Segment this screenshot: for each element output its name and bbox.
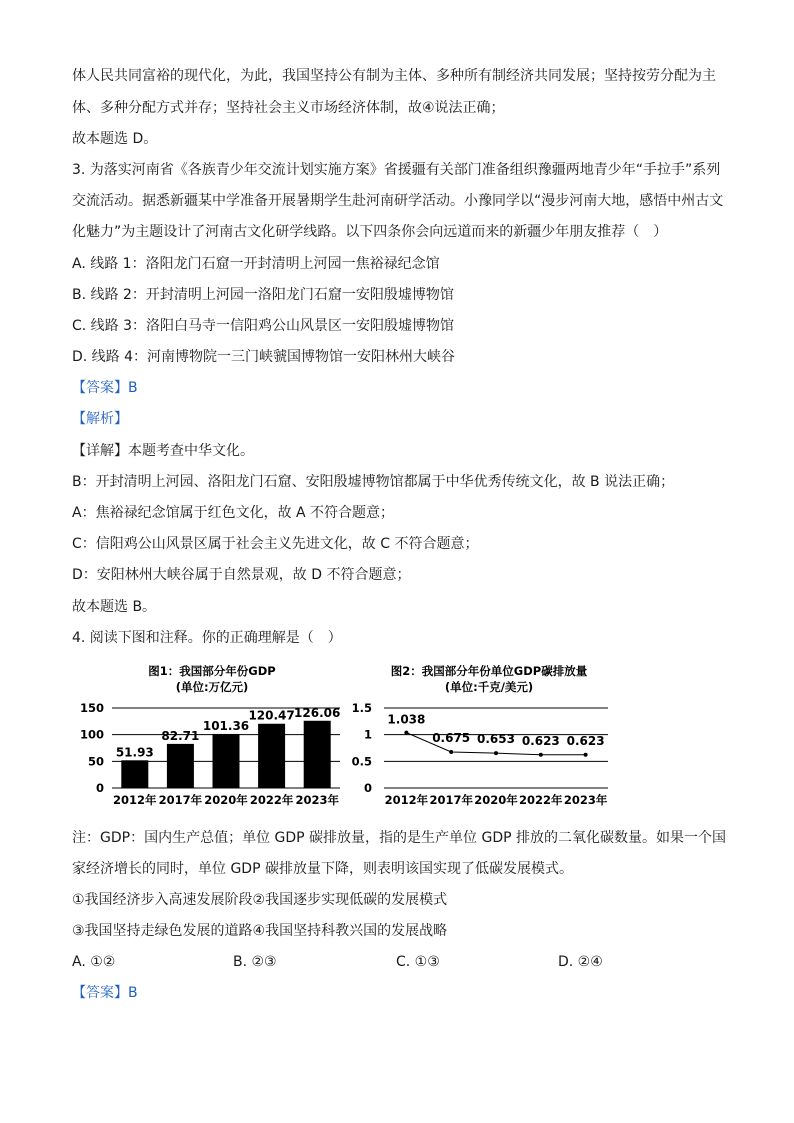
q3-stem-line-3: 化魅力”为主题设计了河南古文化研学线路。以下四条你会向远道而来的新疆少年朋友推荐（ ） — [72, 224, 668, 240]
q3-analysis-label: 【解析】 — [72, 411, 128, 427]
chart1-bar — [121, 760, 148, 788]
q3-detail: 【详解】本题考查中华文化。 — [72, 443, 254, 459]
chart1-xtick-label: 2012年 — [113, 793, 157, 807]
chart2-value-label: 0.623 — [521, 733, 560, 748]
chart2-title: 图2：我国部分年份单位GDP碳排放量 — [390, 664, 588, 678]
chart1-bar — [167, 744, 194, 788]
chart1-bar — [258, 724, 285, 788]
q3-explain-b: B：开封清明上河园、洛阳龙门石窟、安阳殷墟博物馆都属于中华优秀传统文化，故 B 说法正确； — [72, 474, 675, 490]
carbon-line-chart — [351, 658, 624, 816]
chart2-point — [404, 731, 408, 735]
q4-choice-c: C. ①③ — [396, 954, 440, 970]
prev-answer-line-2: 体、多种分配方式并存；坚持社会主义市场经济体制，故④说法正确； — [72, 100, 505, 116]
chart1-xtick-label: 2023年 — [295, 793, 339, 807]
chart2-ytick-label: 1.5 — [351, 701, 372, 715]
chart1-subtitle: (单位:万亿元) — [175, 680, 249, 694]
chart2-point — [539, 753, 543, 757]
q4-statements-2: ③我国坚持走绿色发展的道路④我国坚持科教兴国的发展战略 — [72, 923, 448, 939]
q4-answer: 【答案】B — [72, 985, 138, 1001]
q3-stem-line-2: 交流活动。据悉新疆某中学准备开展暑期学生赴河南研学活动。小豫同学以“漫步河南大地，感悟中州古文 — [72, 193, 724, 209]
q4-charts — [72, 658, 632, 816]
prev-conclusion: 故本题选 D。 — [72, 131, 158, 147]
chart2-xtick-label: 2012年 — [384, 793, 429, 807]
chart2-xtick-label: 2022年 — [519, 793, 563, 807]
q3-option-c: C. 线路 3：洛阳白马寺一信阳鸡公山风景区一安阳殷墟博物馆 — [72, 318, 455, 334]
chart1-ytick-label: 150 — [79, 701, 104, 715]
q3-stem-line-1: 3. 为落实河南省《各族青少年交流计划实施方案》省援疆有关部门准备组织豫疆两地青少年“手拉手”系列 — [72, 162, 721, 178]
q4-statements-1: ①我国经济步入高速发展阶段②我国逐步实现低碳的发展模式 — [72, 892, 448, 908]
q3-option-a: A. 线路 1：洛阳龙门石窟一开封清明上河园一焦裕禄纪念馆 — [72, 256, 440, 272]
chart1-value-label: 82.71 — [161, 728, 200, 743]
gdp-bar-chart — [72, 658, 347, 816]
q3-option-b: B. 线路 2：开封清明上河园一洛阳龙门石窟一安阳殷墟博物馆 — [72, 287, 454, 303]
chart1-ytick-label: 50 — [87, 754, 104, 769]
q3-answer: 【答案】B — [72, 380, 138, 396]
chart2-xtick-label: 2023年 — [563, 793, 608, 807]
q4-choice-d: D. ②④ — [558, 954, 603, 970]
chart1-bar — [304, 721, 331, 788]
chart2-ytick-label: 1 — [363, 727, 372, 742]
q4-note-line-1: 注：GDP：国内生产总值；单位 GDP 碳排放量，指的是生产单位 GDP 排放的二氧化碳数量。如果一个国 — [72, 830, 727, 846]
q4-note-line-2: 家经济增长的同时，单位 GDP 碳排放量下降，则表明该国实现了低碳发展模式。 — [72, 861, 573, 877]
chart1-xtick-label: 2017年 — [158, 793, 203, 807]
q3-explain-a: A：焦裕禄纪念馆属于红色文化，故 A 不符合题意； — [72, 505, 395, 521]
chart2-value-label: 0.675 — [432, 731, 471, 745]
chart2-value-label: 0.623 — [566, 733, 605, 748]
chart2-subtitle: (单位:千克/美元) — [444, 680, 534, 694]
prev-answer-line-1: 体人民共同富裕的现代化，为此，我国坚持公有制为主体、多种所有制经济共同发展；坚持按劳分配为主 — [72, 68, 716, 84]
chart2-point — [584, 753, 588, 757]
chart2-value-label: 1.038 — [387, 712, 426, 727]
chart2-value-label: 0.653 — [477, 732, 515, 747]
q3-option-d: D. 线路 4：河南博物院一三门峡虢国博物馆一安阳林州大峡谷 — [72, 349, 456, 365]
chart2-point — [494, 751, 498, 755]
chart2-point — [449, 750, 453, 754]
chart1-bar — [213, 734, 240, 788]
q3-explain-d: D：安阳林州大峡谷属于自然景观，故 D 不符合题意； — [72, 567, 411, 583]
chart1-ytick-label: 0 — [95, 781, 104, 795]
chart1-xtick-label: 2020年 — [204, 793, 248, 807]
chart1-value-label: 101.36 — [202, 718, 250, 733]
chart1-value-label: 126.06 — [294, 705, 341, 720]
chart2-ytick-label: 0.5 — [351, 754, 372, 769]
q3-conclusion: 故本题选 B。 — [72, 599, 157, 615]
chart1-xtick-label: 2022年 — [249, 793, 294, 807]
q4-choice-b: B. ②③ — [233, 954, 277, 970]
chart1-title: 图1：我国部分年份GDP — [148, 664, 276, 678]
q3-explain-c: C：信阳鸡公山风景区属于社会主义先进文化，故 C 不符合题意； — [72, 536, 479, 552]
chart1-value-label: 51.93 — [115, 745, 154, 760]
q4-stem: 4. 阅读下图和注释。你的正确理解是（ ） — [72, 630, 342, 646]
q4-choice-a: A. ①② — [72, 954, 116, 970]
chart1-value-label: 120.47 — [248, 708, 295, 723]
chart2-xtick-label: 2020年 — [474, 793, 518, 807]
chart2-xtick-label: 2017年 — [429, 793, 473, 807]
chart1-ytick-label: 100 — [79, 727, 104, 742]
chart2-ytick-label: 0 — [363, 781, 372, 795]
